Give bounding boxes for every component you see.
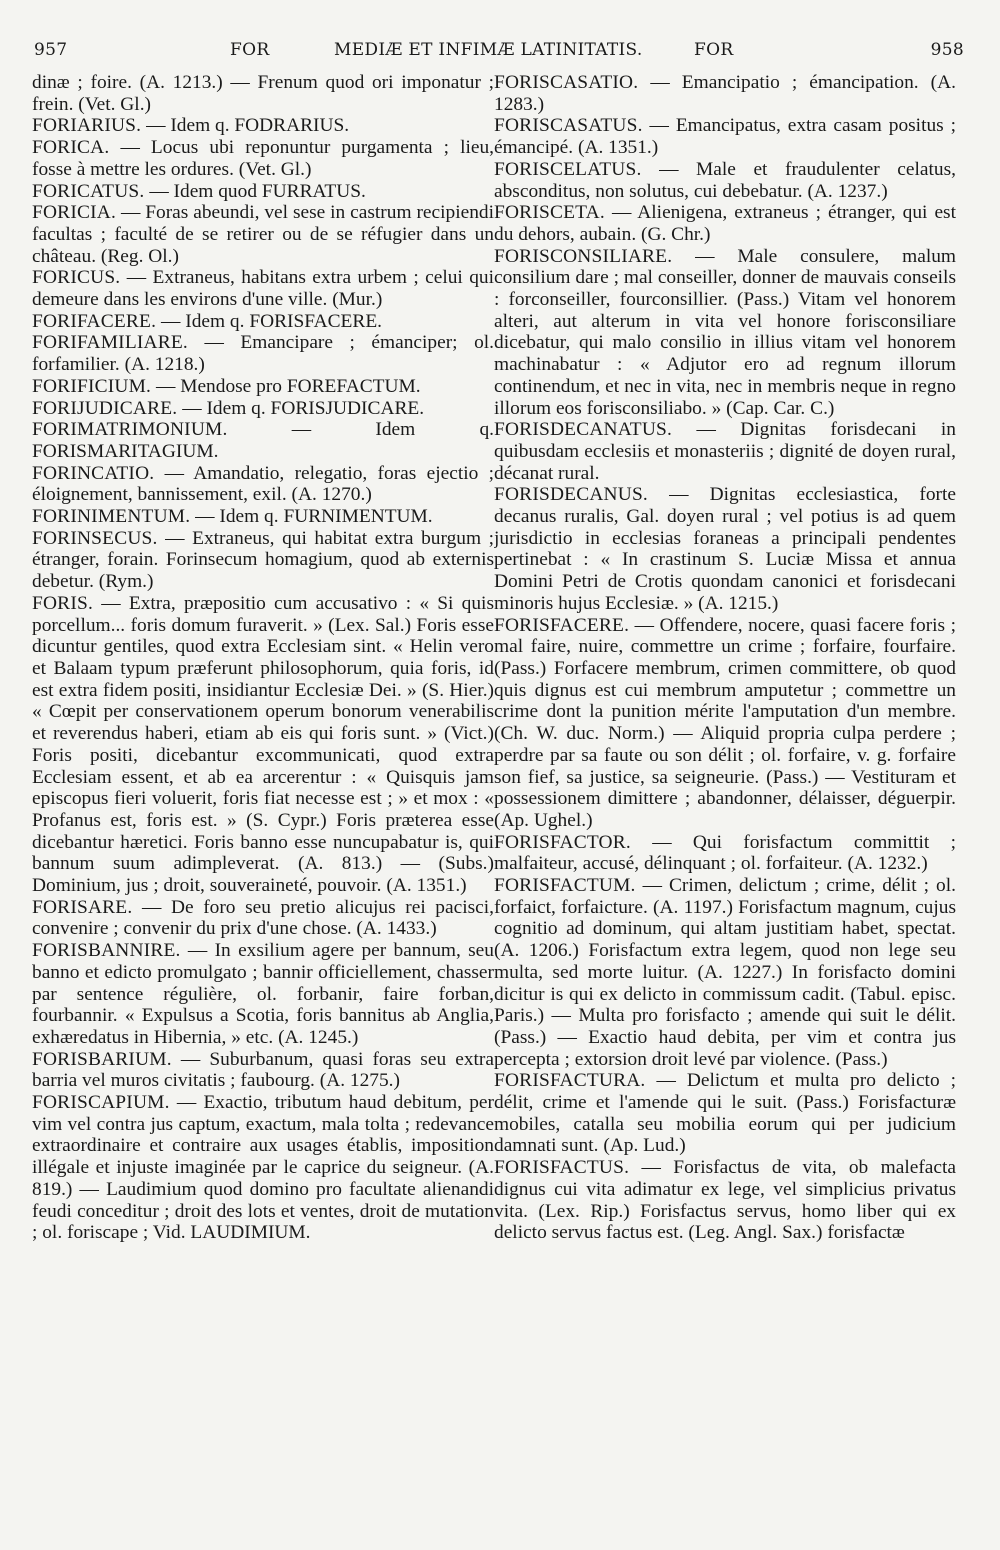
entry-headword: FORISARE.: [32, 896, 133, 918]
entry-definition: — De foro seu pretio alicujus rei pacisci, convenire ; convenir du prix d'une chose. (A. 1433.): [32, 896, 494, 940]
dictionary-entry: [32, 202, 494, 267]
entry-headword: FORIFICIUM.: [32, 375, 152, 397]
left-column: [32, 72, 494, 1532]
entry-headword: FORIJUDICARE.: [32, 397, 178, 419]
entry-headword: FORISFACTURA.: [494, 1070, 646, 1092]
dictionary-entry: [32, 181, 494, 203]
page-title: MEDIÆ ET INFIMÆ LATINITATIS.: [334, 40, 643, 60]
entry-headword: FORISFACTOR.: [494, 831, 631, 853]
right-column: [494, 72, 956, 1532]
dictionary-entry: [32, 463, 494, 506]
entry-definition: — Crimen, delictum ; crime, délit ; ol. forfaict, forfaicture. (A. 1197.) Forisfactum magnum, cujus cognitio ad dominum, qui altam justitiam habet, spectat. (A. 1206.) Forisfactum extra legem, quod non lege seu multa, sed morte luitur. (A. 1227.) In forisfacto domini dicitur is qui ex delicto in commissum cadit. (Tabul. episc. Paris.) — Multa pro forisfacto ; amende qui suit le délit. (Pass.) — Exactio haud debita, per vim et contra jus percepta ; extorsion droit levé par violence. (Pass.): [494, 875, 956, 1070]
dictionary-entry: [32, 1092, 494, 1244]
entry-definition: — Emancipatio ; émancipation. (A. 1283.): [494, 72, 956, 115]
entry-definition: — Idem q. FORISJUDICARE.: [182, 397, 425, 419]
entry-definition: — Exactio, tributum haud debitum, per vim vel contra jus captum, exactum, mala tolta ; redevance extraordinaire et contraire aux usages établis, imposition illégale et injuste imaginée par le caprice du seigneur. (A. 819.) — Laudimium quod domino pro facultate alienandi feudi conceditur ; droit des lots et ventes, droit de mutation ; ol. foriscape ; Vid. LAUDIMIUM.: [32, 1092, 494, 1244]
entry-definition: — Male consulere, malum consilium dare ; mal conseiller, donner de mauvais conseils : forconseiller, fourconsillier. (Pass.) Vitam vel honorem alteri, aut alterum in vita vel honore forisconsiliare dicebatur, qui malo consilio in illius vitam vel honorem machinabatur : « Adjutor ero ad regnum illorum continendum, et nec in vita, nec in membris neque in regno illorum eos forisconsiliabo. » (Cap. Car. C.): [494, 245, 956, 419]
dictionary-entry: [494, 875, 956, 1070]
entry-headword: FORISCAPIUM.: [32, 1092, 170, 1114]
entry-definition: — Locus ubi reponuntur purgamenta ; lieu, fosse à mettre les ordures. (Vet. Gl.): [32, 137, 494, 180]
entry-headword: FORICATUS.: [32, 180, 145, 202]
entry-headword: FORIARIUS.: [32, 115, 142, 137]
entry-headword: FORICIA.: [32, 202, 117, 224]
entry-definition: — Idem quod FURRATUS.: [149, 180, 366, 202]
entry-headword: FORISCONSILIARE.: [494, 245, 673, 267]
entry-headword: FORICUS.: [32, 267, 121, 289]
entry-headword: FORIS.: [32, 592, 94, 614]
dictionary-entry: [32, 1049, 494, 1092]
dictionary-entry: [32, 593, 494, 897]
entry-definition: — Idem q. FODRARIUS.: [146, 115, 350, 137]
left-catchword: FOR: [230, 40, 270, 60]
entry-headword: FORINSECUS.: [32, 527, 158, 549]
dictionary-entry: [32, 376, 494, 398]
entry-definition: — Emancipatus, extra casam positus ; émancipé. (A. 1351.): [494, 115, 956, 159]
entry-headword: FORISFACTUS.: [494, 1157, 630, 1179]
entry-headword: FORISBANNIRE.: [32, 940, 181, 962]
entry-definition: — Mendose pro FOREFACTUM.: [155, 375, 421, 397]
entry-headword: FORINCATIO.: [32, 462, 155, 484]
entry-definition: — Foras abeundi, vel sese in castrum recipiendi facultas ; faculté de se retirer ou de se réfugier dans un château. (Reg. Ol.): [32, 202, 494, 267]
dictionary-entry: [494, 159, 956, 202]
entry-headword: FORISDECANATUS.: [494, 419, 673, 441]
entry-definition: — Idem q. FORISFACERE.: [161, 310, 383, 332]
dictionary-entry: [494, 419, 956, 484]
entry-definition: — Extra, præpositio cum accusativo : « Si quis porcellum... foris domum furaverit. » (Lex. Sal.) Foris esse dicuntur gentiles, quod extra Ecclesiam sint. « Helin vero et Balaam typum præferunt philosophorum, quia foris, id est extra fidem positi, insidiantur Ecclesiæ Dei. » (S. Hier.) « Cœpit per conservationem operum bonorum venerabilis et reverendus haberi, etiam ab eis qui foris sunt. » (Vict.) Foris positi, dicebantur excommunicati, quod extra Ecclesiam essent, et ab ea arcerentur : « Quisquis jam episcopus fieri voluerit, foris fiat necesse est ; » et mox : « Profanus est, foris est. » (S. Cypr.) Foris præterea esse dicebantur hæretici. Foris banno esse nuncupabatur is, qui bannum suum adimpleverat. (A. 813.) — (Subs.) Dominium, jus ; droit, souveraineté, pouvoir. (A. 1351.): [32, 592, 494, 897]
left-page-number: 957: [34, 40, 68, 60]
entry-definition: — Qui forisfactum committit ; malfaiteur, accusé, délinquant ; ol. forfaiteur. (A. 1232.): [494, 831, 956, 875]
entry-headword: FORISBARIUM.: [32, 1048, 172, 1070]
dictionary-entry: [32, 72, 494, 115]
dictionary-entry: [32, 332, 494, 375]
dictionary-entry: [32, 267, 494, 310]
entry-headword: FORISFACTUM.: [494, 875, 636, 897]
entry-definition: — Dignitas forisdecani in quibusdam ecclesiis et monasteriis ; dignité de doyen rural, décanat rural.: [494, 419, 956, 484]
entry-definition: — Alienigena, extraneus ; étranger, qui est du dehors, aubain. (G. Chr.): [494, 202, 956, 245]
right-catchword: FOR: [694, 40, 734, 60]
entry-headword: FORISCASATUS.: [494, 115, 643, 137]
dictionary-entry: [32, 897, 494, 940]
entry-definition: — Forisfactus de vita, ob malefacta dignus cui vita adimatur ex lege, vel simplicius privatus vita. (Lex. Rip.) Forisfactus servus, homo liber qui ex delicto servus factus est. (Leg. Angl. Sax.) forisfactæ: [494, 1157, 956, 1244]
dictionary-entry: [32, 940, 494, 1049]
entry-definition: — Emancipare ; émanciper; ol. forfamilier. (A. 1218.): [32, 332, 494, 376]
dictionary-entry: [494, 246, 956, 420]
dictionary-entry: [494, 832, 956, 875]
entry-definition: — In exsilium agere per bannum, seu banno et edicto promulgato ; bannir officiellement, chasser par sentence régulière, ol. forbanir, faire forban, fourbannir. « Expulsus a Scotia, foris bannitus ab Anglia, exhæredatus in Hibernia, » etc. (A. 1245.): [32, 940, 494, 1048]
dictionary-entry: [494, 202, 956, 245]
dictionary-entry: [32, 398, 494, 420]
entry-headword: FORISCASATIO.: [494, 72, 639, 93]
entry-definition: — Amandatio, relegatio, foras ejectio ; éloignement, bannissement, exil. (A. 1270.): [32, 462, 494, 506]
dictionary-entry: [494, 1157, 956, 1244]
entry-headword: FORISCETA.: [494, 202, 605, 224]
running-header: [34, 40, 964, 66]
dictionary-entry: [494, 115, 956, 158]
entry-definition: — Delictum et multa pro delicto ; délit, crime et l'amende qui le suit. (Pass.) Forisfacturæ mobiles, catalla seu mobilia eorum qui per judicium damnati sunt. (Ap. Lud.): [494, 1070, 956, 1157]
entry-headword: FORIFAMILIARE.: [32, 332, 188, 354]
entry-headword: FORISFACERE.: [494, 614, 630, 636]
entry-definition: — Suburbanum, quasi foras seu extra barria vel muros civitatis ; faubourg. (A. 1275.): [32, 1048, 494, 1092]
dictionary-entry: [32, 419, 494, 462]
entry-headword: FORICA.: [32, 137, 110, 159]
dictionary-entry: [494, 615, 956, 832]
dictionary-entry: [32, 528, 494, 593]
entry-definition: — Idem q. FURNIMENTUM.: [195, 506, 433, 528]
entry-definition: dinæ ; foire. (A. 1213.) — Frenum quod ori imponatur ; frein. (Vet. Gl.): [32, 72, 494, 115]
dictionary-entry: [32, 506, 494, 528]
entry-definition: — Extraneus, qui habitat extra burgum ; étranger, forain. Forinsecum homagium, quod ab externis debetur. (Rym.): [32, 527, 494, 593]
entry-headword: FORISDECANUS.: [494, 484, 648, 506]
dictionary-entry: [494, 484, 956, 614]
entry-headword: FORISCELATUS.: [494, 158, 642, 180]
dictionary-entry: [32, 311, 494, 333]
dictionary-entry: [494, 1070, 956, 1157]
entry-definition: — Dignitas ecclesiastica, forte decanus ruralis, Gal. doyen rural ; vel potius is ad quem jurisdictio in ecclesias foraneas a principali pendentes pertinebat : « In crastinum S. Luciæ Missa et annua Domini Petri de Crotis quondam canonici et forisdecani minoris hujus Ecclesiæ. » (A. 1215.): [494, 484, 956, 614]
entry-definition: — Male et fraudulenter celatus, absconditus, non solutus, cui debebatur. (A. 1237.): [494, 158, 956, 202]
entry-headword: FORINIMENTUM.: [32, 506, 191, 528]
entry-definition: — Idem q. FORISMARITAGIUM.: [32, 419, 494, 462]
entry-definition: — Extraneus, habitans extra urbem ; celui qui demeure dans les environs d'une ville. (Mur.): [32, 267, 494, 311]
entry-definition: — Offendere, nocere, quasi facere foris ; mal faire, nuire, commettre un crime ; forfaire, fourfaire. (Pass.) Forfacere membrum, crimen committere, ob quod quis dignus est cui membrum amputetur ; commettre un crime dont la punition mérite l'amputation d'un membre. (Ch. W. duc. Norm.) — Aliquid propria culpa perdere ; perdre par sa faute ou son délit ; ol. forfaire, v. g. forfaire son fief, sa justice, sa seigneurie. (Pass.) — Vestituram et possessionem dimittere ; abandonner, délaisser, déguerpir. (Ap. Ughel.): [494, 614, 956, 831]
dictionary-entry: [32, 137, 494, 180]
right-page-number: 958: [930, 40, 964, 60]
dictionary-entry: [494, 72, 956, 115]
entry-headword: FORIMATRIMONIUM.: [32, 419, 228, 441]
dictionary-entry: [32, 115, 494, 137]
entry-headword: FORIFACERE.: [32, 310, 157, 332]
